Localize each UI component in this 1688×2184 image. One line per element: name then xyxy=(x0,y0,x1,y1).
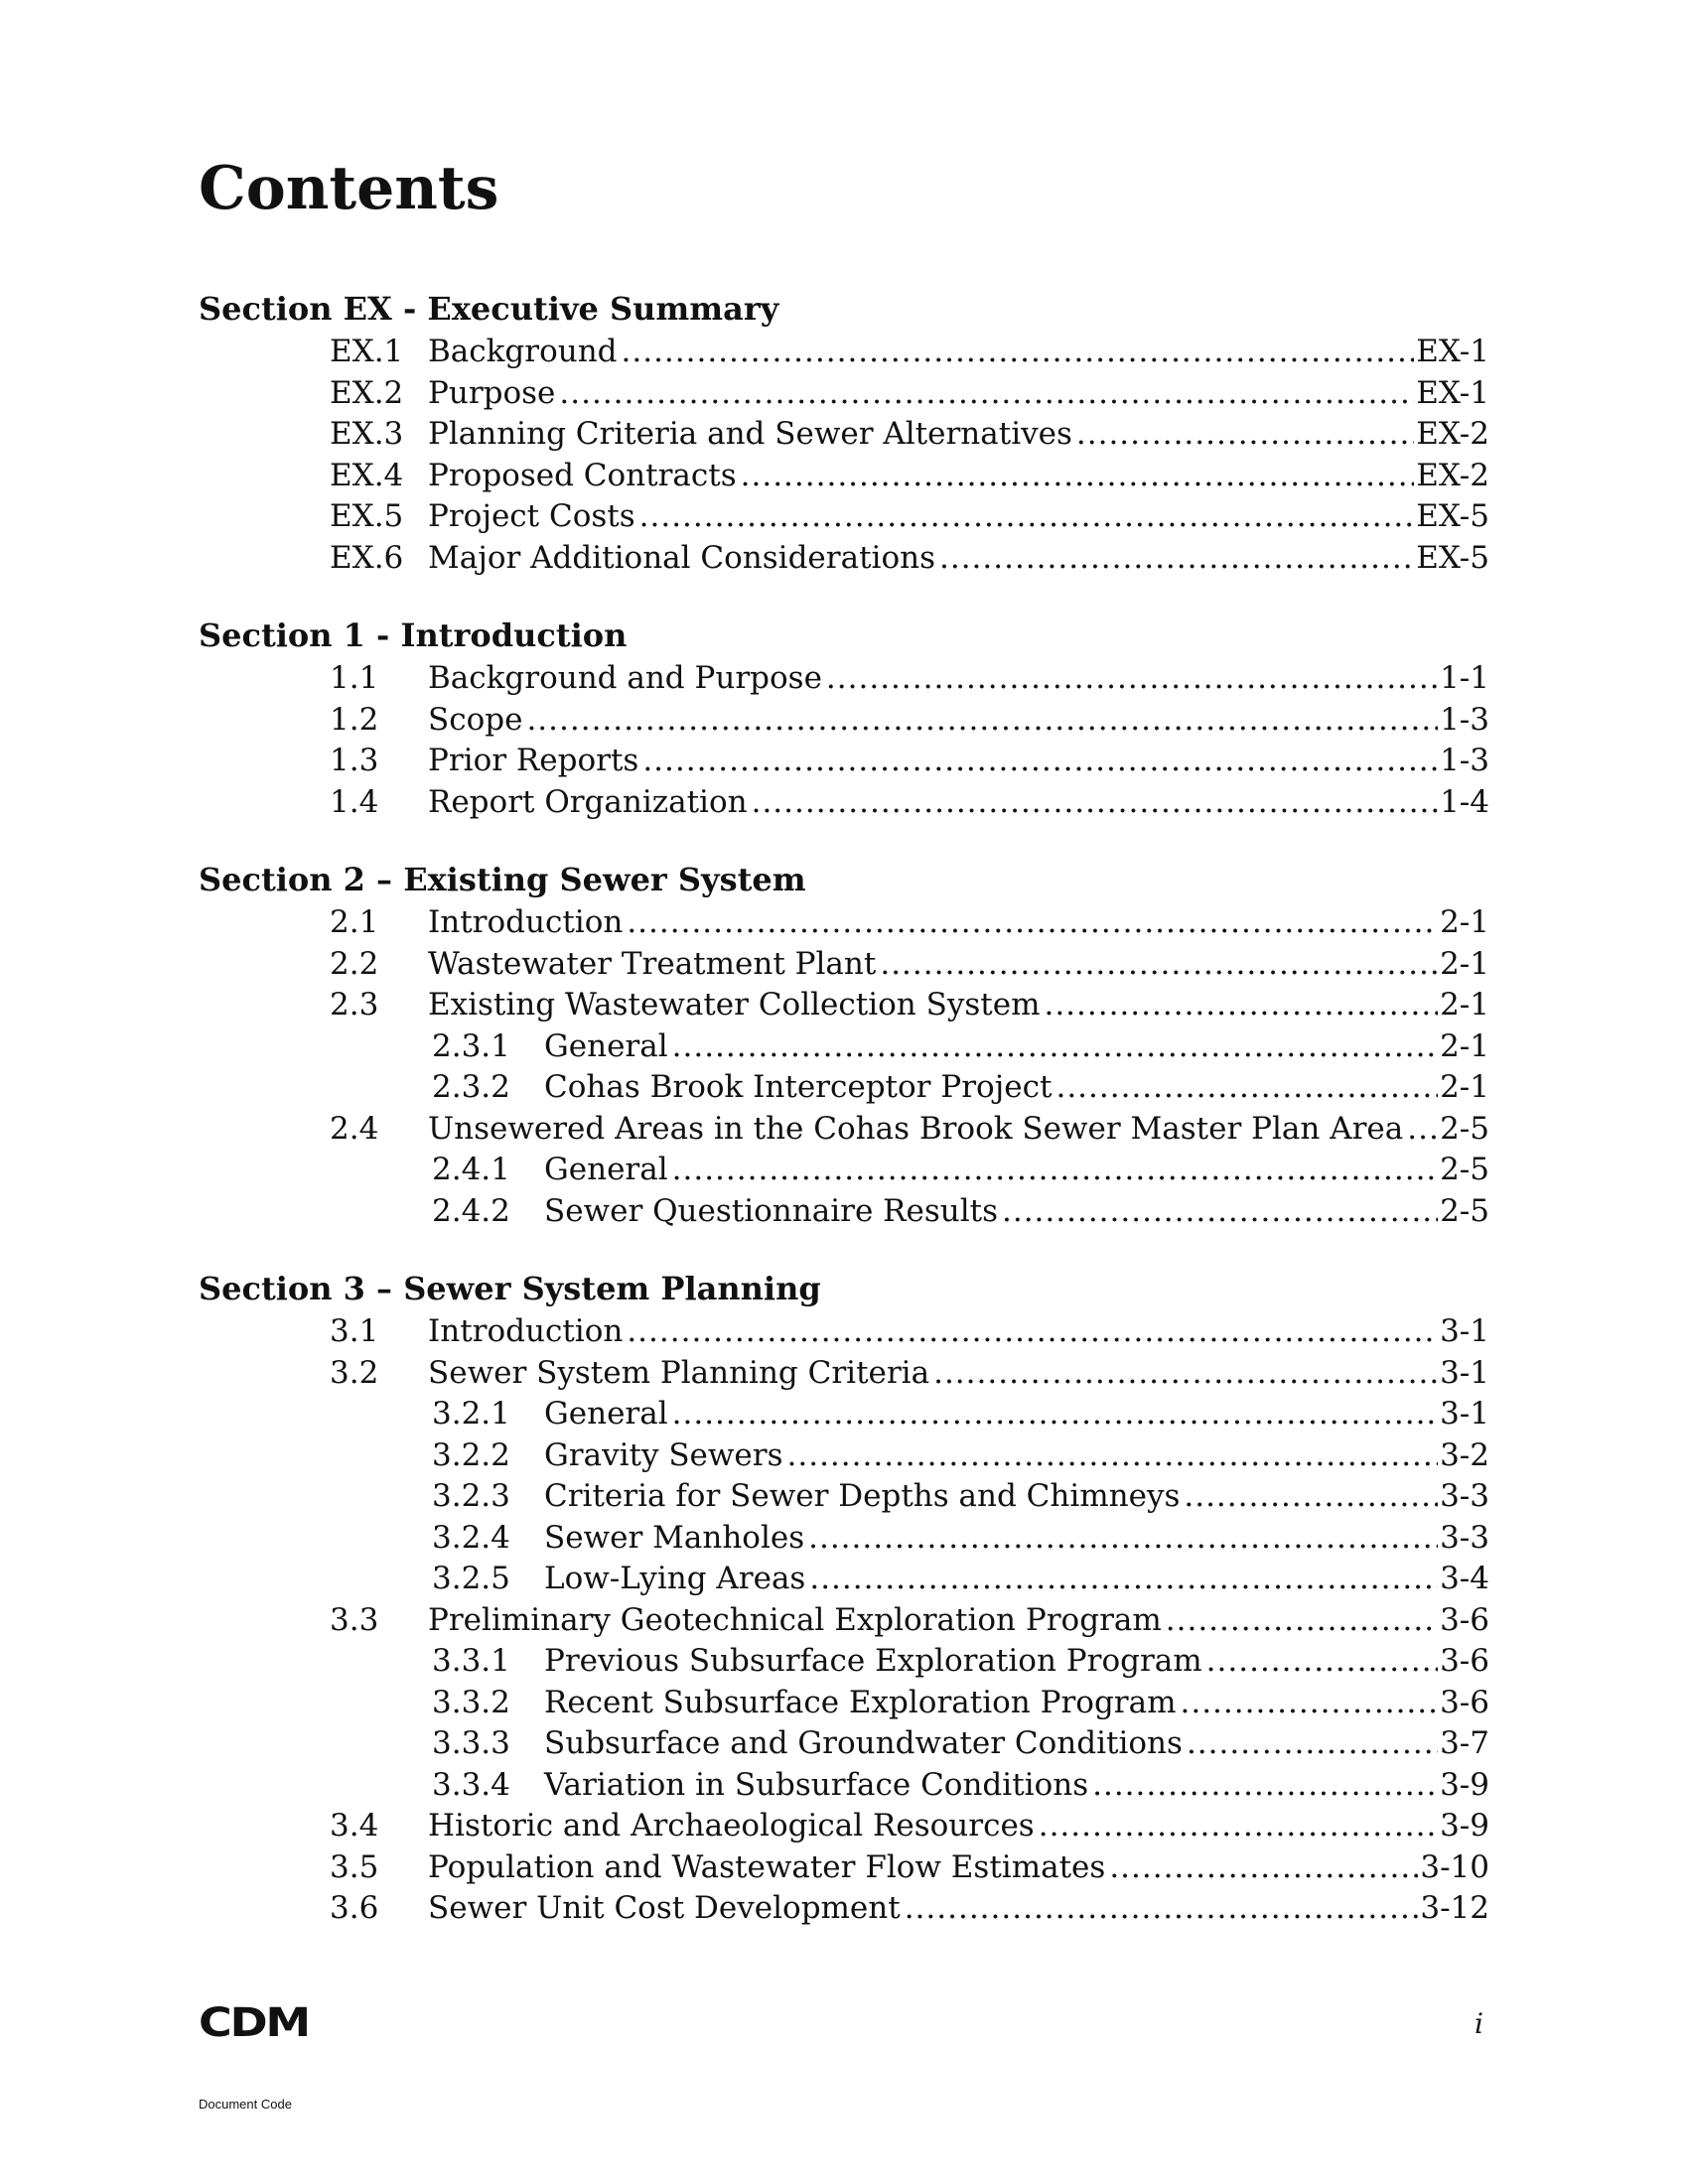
entry-number: 3.6 xyxy=(330,1890,379,1926)
entry-number: 2.4.2 xyxy=(432,1192,510,1229)
entry-title: Population and Wastewater Flow Estimates xyxy=(428,1848,1106,1885)
dot-leader xyxy=(1206,1641,1438,1683)
toc-section xyxy=(199,288,1489,579)
entry-number: EX.4 xyxy=(330,457,404,493)
section-heading[interactable]: Section 2 – Existing Sewer System xyxy=(199,861,806,898)
entry-title: Background and Purpose xyxy=(428,660,822,696)
dot-leader xyxy=(672,1150,1438,1191)
dot-leader xyxy=(809,1559,1438,1600)
toc-entry[interactable] xyxy=(199,496,1489,538)
entry-page-number: 3-3 xyxy=(1440,1478,1489,1514)
toc-entry[interactable] xyxy=(199,1067,1489,1109)
section-heading[interactable]: Section 3 – Sewer System Planning xyxy=(199,1270,821,1307)
entry-title: Low-Lying Areas xyxy=(544,1561,806,1596)
entry-title: Subsurface and Groundwater Conditions xyxy=(544,1725,1183,1761)
dot-leader xyxy=(627,902,1438,944)
dot-leader xyxy=(1166,1600,1438,1642)
toc-entry[interactable] xyxy=(199,1806,1489,1847)
entry-page-number: 3-6 xyxy=(1440,1601,1489,1638)
dot-leader xyxy=(642,741,1438,782)
entry-number: 3.3.4 xyxy=(432,1766,510,1803)
entry-page-number: 2-1 xyxy=(1440,945,1489,982)
dot-leader xyxy=(880,944,1438,986)
toc-entry[interactable] xyxy=(199,332,1489,373)
entry-title: Proposed Contracts xyxy=(428,457,737,493)
dot-leader xyxy=(939,538,1414,580)
toc-entry[interactable] xyxy=(199,1518,1489,1560)
entry-page-number: 3-9 xyxy=(1440,1808,1489,1843)
entry-page-number: 3-6 xyxy=(1440,1684,1489,1720)
entry-title: Sewer System Planning Criteria xyxy=(428,1354,930,1391)
entry-title: Unsewered Areas in the Cohas Brook Sewer Master Plan Area xyxy=(428,1110,1404,1147)
toc-entry[interactable] xyxy=(199,1600,1489,1642)
entry-title: Sewer Questionnaire Results xyxy=(544,1192,998,1229)
entry-title: Introduction xyxy=(428,904,624,940)
dot-leader xyxy=(672,1394,1438,1435)
cdm-logo: CDM xyxy=(199,2000,309,2046)
entry-title: Purpose xyxy=(428,374,556,411)
toc-entry[interactable] xyxy=(199,1150,1489,1191)
entry-title: Previous Subsurface Exploration Program xyxy=(544,1643,1202,1679)
entry-number: 1.2 xyxy=(330,701,379,738)
entry-page-number: 2-1 xyxy=(1440,987,1489,1023)
entry-page-number: 3-3 xyxy=(1440,1519,1489,1556)
toc-entry[interactable] xyxy=(199,1435,1489,1477)
section-heading[interactable]: Section 1 - Introduction xyxy=(199,616,628,654)
dot-leader xyxy=(1092,1765,1438,1807)
dot-leader xyxy=(1109,1847,1418,1889)
entry-number: 2.3 xyxy=(330,987,379,1023)
entry-page-number: 1-3 xyxy=(1440,743,1489,778)
dot-leader xyxy=(1002,1191,1438,1233)
entry-page-number: 2-5 xyxy=(1440,1192,1489,1229)
toc-entry[interactable] xyxy=(199,456,1489,497)
entry-number: 3.3.3 xyxy=(432,1725,510,1761)
entry-number: EX.6 xyxy=(330,539,404,576)
toc-entry[interactable] xyxy=(199,1353,1489,1395)
entry-title: Major Additional Considerations xyxy=(428,539,935,576)
entry-number: 2.1 xyxy=(330,904,379,940)
entry-number: 1.1 xyxy=(330,660,379,696)
toc-entry[interactable] xyxy=(199,1765,1489,1807)
entry-page-number: 3-7 xyxy=(1440,1725,1489,1761)
dot-leader xyxy=(787,1435,1439,1477)
dot-leader xyxy=(1039,1806,1438,1847)
entry-title: Existing Wastewater Collection System xyxy=(428,987,1041,1023)
document-code: Document Code xyxy=(199,2097,292,2112)
toc-section xyxy=(199,1268,1489,1930)
entry-page-number: 3-10 xyxy=(1420,1848,1489,1885)
entry-page-number: 2-5 xyxy=(1440,1110,1489,1147)
entry-title: Recent Subsurface Exploration Program xyxy=(544,1684,1177,1720)
dot-leader xyxy=(741,456,1415,497)
toc-entry[interactable] xyxy=(199,741,1489,782)
entry-title: General xyxy=(544,1396,668,1432)
entry-page-number: 3-12 xyxy=(1420,1890,1489,1926)
entry-number: 1.4 xyxy=(330,783,379,820)
dot-leader xyxy=(639,496,1415,538)
dot-leader xyxy=(752,782,1438,824)
entry-page-number: 1-3 xyxy=(1440,701,1489,738)
entry-title: Scope xyxy=(428,701,523,738)
entry-title: General xyxy=(544,1152,668,1187)
entry-number: 3.3.1 xyxy=(432,1643,510,1679)
entry-number: 1.3 xyxy=(330,743,379,778)
entry-title: Preliminary Geotechnical Exploration Program xyxy=(428,1601,1162,1638)
entry-number: EX.1 xyxy=(330,334,404,369)
entry-title: Wastewater Treatment Plant xyxy=(428,945,877,982)
entry-number: 2.2 xyxy=(330,945,379,982)
dot-leader xyxy=(933,1353,1438,1395)
dot-leader xyxy=(1187,1723,1438,1765)
toc-entry[interactable] xyxy=(199,1311,1489,1353)
entry-number: 3.2.5 xyxy=(432,1561,510,1596)
dot-leader xyxy=(905,1888,1419,1930)
entry-page-number: 3-2 xyxy=(1440,1436,1489,1473)
entry-number: 2.4 xyxy=(330,1110,379,1147)
entry-page-number: EX-5 xyxy=(1416,539,1489,576)
entry-number: 2.3.2 xyxy=(432,1069,510,1105)
entry-page-number: 3-4 xyxy=(1440,1561,1489,1596)
entry-title: Planning Criteria and Sewer Alternatives xyxy=(428,416,1072,452)
toc-entry[interactable] xyxy=(199,538,1489,580)
toc-entry[interactable] xyxy=(199,985,1489,1026)
entry-number: 3.2.2 xyxy=(432,1436,510,1473)
toc-section xyxy=(199,859,1489,1232)
dot-leader xyxy=(1181,1683,1439,1724)
entry-number: 3.1 xyxy=(330,1313,379,1349)
toc-entry[interactable] xyxy=(199,1394,1489,1435)
toc-entry[interactable] xyxy=(199,658,1489,700)
entry-title: General xyxy=(544,1027,668,1064)
dot-leader xyxy=(526,700,1438,742)
entry-page-number: 1-1 xyxy=(1440,660,1489,696)
toc-entry[interactable] xyxy=(199,700,1489,742)
entry-number: 3.2.1 xyxy=(432,1396,510,1432)
entry-title: Background xyxy=(428,334,618,369)
dot-leader xyxy=(826,658,1438,700)
entry-number: 3.5 xyxy=(330,1848,379,1885)
entry-number: 3.2.4 xyxy=(432,1519,510,1556)
entry-title: Report Organization xyxy=(428,783,748,820)
entry-title: Historic and Archaeological Resources xyxy=(428,1808,1035,1843)
entry-number: 3.3.2 xyxy=(432,1684,510,1720)
entry-number: 2.4.1 xyxy=(432,1152,510,1187)
entry-number: EX.5 xyxy=(330,498,404,534)
toc-entry[interactable] xyxy=(199,1191,1489,1233)
dot-leader xyxy=(1076,414,1414,456)
entry-page-number: 3-1 xyxy=(1440,1354,1489,1391)
entry-page-number: EX-2 xyxy=(1416,416,1489,452)
entry-page-number: 3-1 xyxy=(1440,1396,1489,1432)
section-heading[interactable]: Section EX - Executive Summary xyxy=(199,290,779,328)
toc-entry[interactable] xyxy=(199,944,1489,986)
toc-section xyxy=(199,614,1489,823)
entry-page-number: 2-1 xyxy=(1440,904,1489,940)
dot-leader xyxy=(559,373,1414,415)
toc-entry[interactable] xyxy=(199,782,1489,824)
dot-leader xyxy=(622,332,1415,373)
entry-number: 3.2.3 xyxy=(432,1478,510,1514)
dot-leader xyxy=(808,1518,1438,1560)
entry-number: 3.2 xyxy=(330,1354,379,1391)
toc-entry[interactable] xyxy=(199,373,1489,415)
toc-entry[interactable] xyxy=(199,414,1489,456)
dot-leader xyxy=(627,1311,1438,1353)
entry-page-number: 3-9 xyxy=(1440,1766,1489,1803)
entry-number: EX.2 xyxy=(330,374,404,411)
entry-page-number: 3-6 xyxy=(1440,1643,1489,1679)
toc-entry[interactable] xyxy=(199,1026,1489,1068)
entry-page-number: 2-1 xyxy=(1440,1069,1489,1105)
entry-title: Criteria for Sewer Depths and Chimneys xyxy=(544,1478,1181,1514)
dot-leader xyxy=(1407,1109,1438,1151)
page-title: Contents xyxy=(199,154,499,223)
entry-title: Sewer Unit Cost Development xyxy=(428,1890,901,1926)
dot-leader xyxy=(672,1026,1438,1068)
toc-entry[interactable] xyxy=(199,1476,1489,1518)
entry-page-number: EX-1 xyxy=(1416,374,1489,411)
toc-entry[interactable] xyxy=(199,1109,1489,1151)
toc-entry[interactable] xyxy=(199,1559,1489,1600)
entry-title: Variation in Subsurface Conditions xyxy=(544,1766,1089,1803)
toc-entry[interactable] xyxy=(199,1683,1489,1724)
entry-title: Sewer Manholes xyxy=(544,1519,805,1556)
entry-page-number: 2-5 xyxy=(1440,1152,1489,1187)
entry-page-number: EX-5 xyxy=(1416,498,1489,534)
entry-page-number: EX-2 xyxy=(1416,457,1489,493)
table-of-contents xyxy=(199,288,1489,1966)
entry-title: Cohas Brook Interceptor Project xyxy=(544,1069,1053,1105)
toc-entry[interactable] xyxy=(199,1888,1489,1930)
toc-entry[interactable] xyxy=(199,1847,1489,1889)
entry-title: Project Costs xyxy=(428,498,635,534)
entry-title: Prior Reports xyxy=(428,743,639,778)
entry-number: 3.4 xyxy=(330,1808,379,1843)
entry-title: Introduction xyxy=(428,1313,624,1349)
dot-leader xyxy=(1055,1067,1438,1109)
entry-page-number: EX-1 xyxy=(1416,334,1489,369)
entry-page-number: 3-1 xyxy=(1440,1313,1489,1349)
entry-number: EX.3 xyxy=(330,416,404,452)
page-number: i xyxy=(1475,2007,1483,2040)
toc-entry[interactable] xyxy=(199,1723,1489,1765)
entry-number: 2.3.1 xyxy=(432,1027,510,1064)
entry-page-number: 2-1 xyxy=(1440,1027,1489,1064)
toc-entry[interactable] xyxy=(199,1641,1489,1683)
entry-title: Gravity Sewers xyxy=(544,1436,783,1473)
entry-page-number: 1-4 xyxy=(1440,783,1489,820)
toc-entry[interactable] xyxy=(199,902,1489,944)
dot-leader xyxy=(1184,1476,1438,1518)
entry-number: 3.3 xyxy=(330,1601,379,1638)
dot-leader xyxy=(1044,985,1438,1026)
